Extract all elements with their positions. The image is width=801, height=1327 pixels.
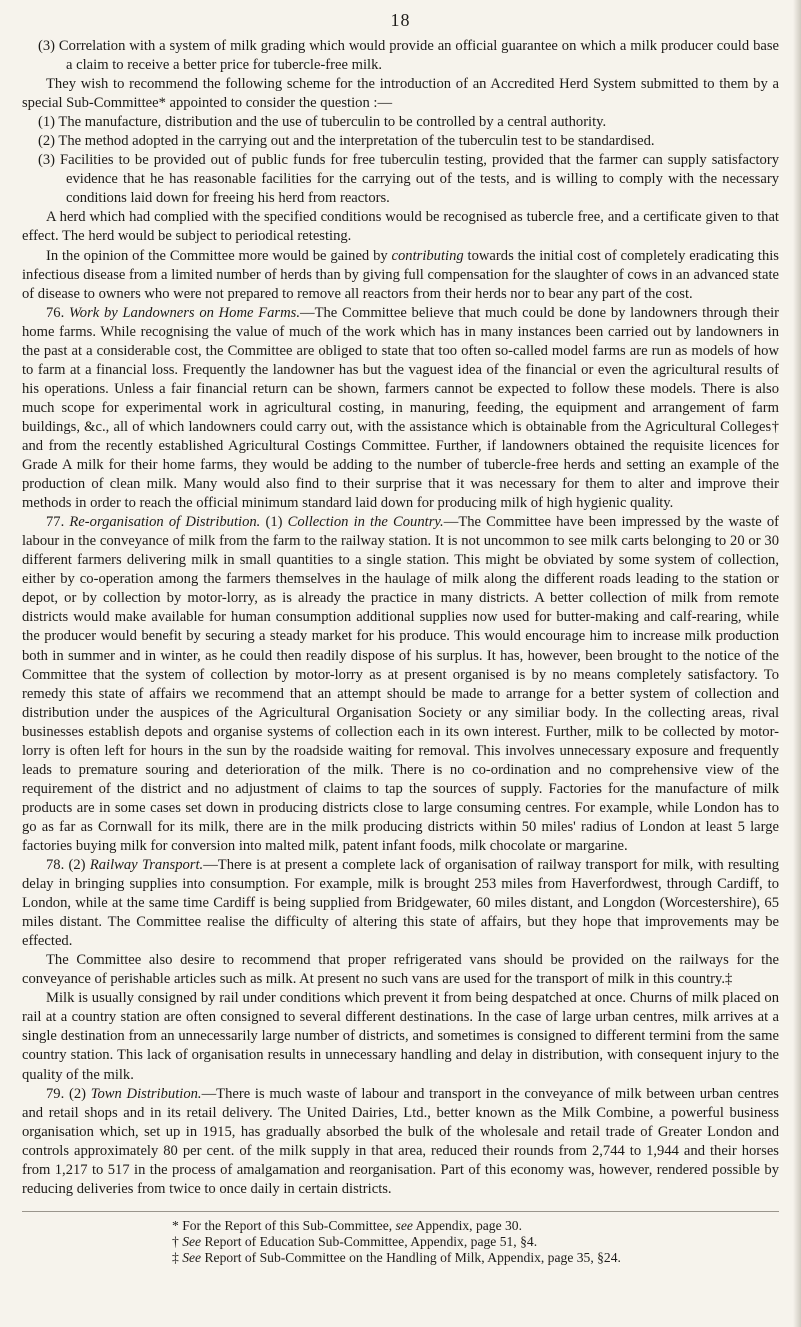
section-number: 76. xyxy=(46,304,69,321)
text-run: Appendix, page 30. xyxy=(412,1217,522,1233)
subsection-number: (1) xyxy=(260,514,288,531)
paragraph-committee-opinion xyxy=(22,247,779,304)
paragraph-refrigerated-vans: The Committee also desire to recommend that proper refrigerated vans should be provided on the railways for the conveyance of perishable articles such as milk. At present no such vans are used for the transport of milk in this country.‡ xyxy=(22,952,779,988)
text-run: In the opinion of the Committee more would be gained by xyxy=(46,247,392,264)
section-text: —The Committee believe that much could be done by landowners through their home farms. While recognising the value of much of the work which has in many instances been carried out by landowners in the past at a considerable cost, the Committee are obliged to state that too often so-called model farms are run as models of how to farm at a financial loss. Frequently the landowner has but the vaguest idea of the financial or even the agricultural results of his operations. Unless a fair financial return can be shown, farmers cannot be expected to follow these models. There is also much scope for experimental work in agricultural costing, in manuring, feeding, the equipment and arrangement of farm buildings, &c., all of which landowners could carry out, with the assistance which is obtainable from the Agricultural Colleges† and from the recently established Agricultural Costings Committee. Further, if landowners obtained the requisite licences for Grade A milk for their home farms, they would be adding to the number of tubercle-free herds and setting an example of the production of clean milk. Many would also find to their surprise that it was necessary for them to alter and improve their methods in order to reach the official minimum standard laid down for producing milk of high hygienic quality. xyxy=(22,304,779,512)
list-item-1: (1) The manufacture, distribution and the use of tuberculin to be controlled by a central authority. xyxy=(38,114,607,131)
section-text: —There is at present a complete lack of organisation of railway transport for milk, with resulting delay in bringing supplies into consumption. For example, milk is brought 253 miles from Haverfordwest, through Cardiff, to London, while at the same time Cardiff is being supplied from Bridgewater, 60 miles distant, and Longdon (Worcestershire), 65 miles distant. The Committee realise the difficulty of altering this state of affairs, but they hope that improvements may be effected. xyxy=(22,857,779,950)
section-77 xyxy=(22,513,779,856)
text-run: † xyxy=(172,1233,183,1249)
text-run: Report of Education Sub-Committee, Appendix, page 51, §4. xyxy=(201,1233,538,1249)
page-number: 18 xyxy=(390,10,411,30)
section-76 xyxy=(22,304,779,514)
italic-term: See xyxy=(182,1249,202,1265)
list-item-3: (3) Facilities to be provided out of public funds for free tuberculin testing, provided that the farmer can supply satisfactory evidence that he has reasonable facilities for the carrying out of the tests, and is willing to comply with the necessary conditions laid down for freeing his herd from reactors. xyxy=(38,152,779,207)
section-title: Railway Transport. xyxy=(89,857,204,874)
section-number: 79. (2) xyxy=(46,1085,91,1102)
text-run: Report of Sub-Committee on the Handling of Milk, Appendix, page 35, §24. xyxy=(201,1249,621,1265)
section-79 xyxy=(22,1085,779,1199)
section-title: Work by Landowners on Home Farms. xyxy=(68,304,300,321)
paragraph-correlation: (3) Correlation with a system of milk grading which would provide an official guarantee on which a milk producer could base a claim to receive a better price for tubercle-free milk. xyxy=(38,38,779,74)
text-run: towards the initial cost of completely eradicating this infectious disease from a limited number of herds than by giving full compensation for the slaughter of cows in an advanced state of disease to owners who were not prepared to remove all reactors from their herds nor to bear any part of the cost. xyxy=(22,247,779,302)
section-text: —There is much waste of labour and transport in the conveyance of milk between urban centres and retail shops and in its retail delivery. The United Dairies, Ltd., better known as the Milk Combine, a powerful business organisation which, set up in 1915, has gradually absorbed the bulk of the wholesale and retail trade of Greater London and controls approximately 80 per cent. of the milk supply in that area, reduced their rounds from 2,744 to 1,944 and their horses from 1,217 to 517 in the process of amalgamation and reorganisation. Part of this economy was, however, rendered possible by reducing deliveries from twice to once daily in certain districts. xyxy=(22,1085,779,1197)
section-number: 78. (2) xyxy=(46,857,90,874)
paragraph-herd-certificate: A herd which had complied with the specified conditions would be recognised as tubercle free, and a certificate given to that effect. The herd would be subject to periodical retesting. xyxy=(22,209,779,245)
paragraph-rail-consignment: Milk is usually consigned by rail under conditions which prevent it from being despatched at once. Churns of milk placed on rail at a country station are often consigned to several different destinations. In the case of large urban centres, milk arrives at a single destination from an unnecessarily large number of districts, and sometimes is consigned to different termini from the same country station. This lack of organisation results in unnecessary handling and delay in distribution, with consequent injury to the quality of the milk. xyxy=(22,990,779,1083)
section-title: Re-organisation of Distribution. xyxy=(69,514,261,531)
paragraph-accredited-herd: They wish to recommend the following scheme for the introduction of an Accredited Herd System submitted to them by a special Sub-Committee* appointed to consider the question :— xyxy=(22,76,779,112)
section-text: —The Committee have been impressed by the waste of labour in the conveyance of milk from the farm to the railway station. It is not uncommon to see milk carts belonging to 20 or 30 different farmers delivering milk in small quantities to a single station. This might be obviated by some system of collection, either by co-operation among the farmers themselves in the haulage of milk along the different roads leading to the station or depot, or by collection by motor-lorry, as is already the practice in many districts. A better collection of milk from remote districts would make available for human consumption additional supplies now used for butter-making and calf-rearing, while the producer would benefit by securing a steady market for his produce. This would encourage him to increase milk production both in summer and in winter, as he could then readily dispose of his surplus. It has, however, been brought to the notice of the Committee that the system of collection by motor-lorry as at present organised is by no means completely satisfactory. To remedy this state of affairs we recommend that an attempt should be made to arrange for a better system of collection and distribution under the auspices of the Agricultural Organisation Society or any similiar body. In the collecting areas, rival businesses establish depots and organise systems of collection each in its own interest. Further, milk to be collected by motor-lorry is often left for hours in the sun by the roadside waiting for removal. This involves unnecessary exposure and frequently leads to premature souring and deterioration of the milk. There is no co-ordination and no comprehensive view of the requirement of the district and no adjustment of claims to tap the sources of supply. Factories for the manufacture of milk products are in some cases set down in producing districts close to large consuming centres. For example, while London has to go as far as Cornwall for its milk, there are in the milk producing districts within 50 miles' radius of London at least 5 large factories buying milk for conversion into malted milk, patent infant foods, milk chocolate or margarine. xyxy=(22,514,780,854)
italic-term: see xyxy=(395,1217,413,1233)
section-78 xyxy=(22,856,779,951)
italic-term: See xyxy=(182,1233,202,1249)
page-edge-shadow xyxy=(793,0,801,1327)
section-number: 77. xyxy=(46,514,70,531)
body-text xyxy=(22,37,779,1199)
list-item-2: (2) The method adopted in the carrying out and the interpretation of the tuberculin test to be standardised. xyxy=(38,133,655,150)
footnote-1 xyxy=(172,1218,779,1234)
footnotes xyxy=(22,1211,779,1266)
italic-term: contributing xyxy=(391,247,464,264)
text-run: * For the Report of this Sub-Committee, xyxy=(172,1217,396,1233)
section-title: Town Distribution. xyxy=(90,1085,202,1102)
text-run: ‡ xyxy=(172,1249,183,1265)
subsection-title: Collection in the Country. xyxy=(287,514,444,531)
footnote-2 xyxy=(172,1234,779,1250)
footnote-3 xyxy=(172,1250,779,1266)
